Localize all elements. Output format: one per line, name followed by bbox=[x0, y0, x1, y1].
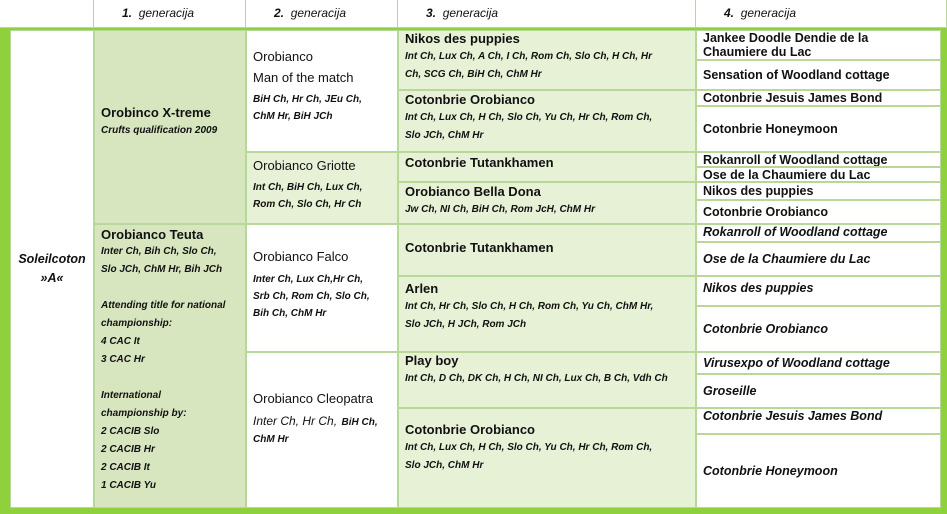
gen4-cell-10: Ose de la Chaumiere du Lac bbox=[696, 242, 941, 276]
gen3-cell-7: Play boy Int Ch, D Ch, DK Ch, H Ch, NI Ch, Lux Ch, B Ch, Vdh Ch bbox=[398, 352, 696, 408]
gen4-cell-4: Cotonbrie Honeymoon bbox=[696, 106, 941, 152]
gen1-sire-note: Crufts qualification 2009 bbox=[101, 125, 218, 136]
header-generation-1: 1. generacija bbox=[94, 0, 246, 28]
gen4-cell-1: Jankee Doodle Dendie de la Chaumiere du Lac bbox=[696, 30, 941, 60]
gen4-cell-16: Cotonbrie Honeymoon bbox=[696, 434, 941, 508]
root-dog-name: Soleilcoton »A« bbox=[18, 252, 86, 285]
gen4-cell-14: Groseille bbox=[696, 374, 941, 408]
gen2-cell-1: Orobianco Man of the match BiH Ch, Hr Ch, JEu Ch, ChM Hr, BiH JCh bbox=[246, 30, 398, 152]
gen4-cell-8: Cotonbrie Orobianco bbox=[696, 200, 941, 224]
gen4-cell-13: Virusexpo of Woodland cottage bbox=[696, 352, 941, 374]
header-generation-2: 2. generacija bbox=[246, 0, 398, 28]
gen1-sire-cell bbox=[94, 30, 246, 224]
gen1-sire-name: Orobinco X-treme bbox=[101, 105, 211, 120]
gen4-cell-2: Sensation of Woodland cottage bbox=[696, 60, 941, 90]
gen1-dam-name: Orobianco Teuta bbox=[101, 227, 204, 242]
gen3-cell-8: Cotonbrie Orobianco Int Ch, Lux Ch, H Ch, Slo Ch, Yu Ch, Hr Ch, Rom Ch, Slo JCh, ChM Hr bbox=[398, 408, 696, 508]
gen2-cell-3: Orobianco Falco Inter Ch, Lux Ch,Hr Ch, Srb Ch, Rom Ch, Slo Ch, Bih Ch, ChM Hr bbox=[246, 224, 398, 352]
gen4-cell-5: Rokanroll of Woodland cottage bbox=[696, 152, 941, 167]
gen3-cell-1: Nikos des puppies Int Ch, Lux Ch, A Ch, I Ch, Rom Ch, Slo Ch, H Ch, Hr Ch, SCG Ch, BiH Ch, ChM Hr bbox=[398, 30, 696, 90]
gen3-cell-3: Cotonbrie Tutankhamen bbox=[398, 152, 696, 182]
root-dog-cell bbox=[10, 30, 94, 508]
gen4-cell-15: Cotonbrie Jesuis James Bond bbox=[696, 408, 941, 434]
gen4-cell-12: Cotonbrie Orobianco bbox=[696, 306, 941, 352]
gen4-cell-7: Nikos des puppies bbox=[696, 182, 941, 200]
gen2-cell-4: Orobianco Cleopatra Inter Ch, Hr Ch, BiH Ch, ChM Hr bbox=[246, 352, 398, 508]
gen2-cell-2: Orobianco Griotte Int Ch, BiH Ch, Lux Ch, Rom Ch, Slo Ch, Hr Ch bbox=[246, 152, 398, 224]
gen1-dam-cell: Orobianco Teuta Inter Ch, Bih Ch, Slo Ch, Slo JCh, ChM Hr, Bih JCh Attending title for national championship: 4 CAC It 3 CAC Hr International championship by: 2 CACIB Slo 2 CACIB Hr 2 CACIB It 1 CACIB Yu bbox=[94, 224, 246, 508]
gen3-cell-5: Cotonbrie Tutankhamen bbox=[398, 224, 696, 276]
header-generation-4: 4. generacija bbox=[696, 0, 947, 28]
header-generation-3: 3. generacija bbox=[398, 0, 696, 28]
gen4-cell-3: Cotonbrie Jesuis James Bond bbox=[696, 90, 941, 106]
gen3-cell-2: Cotonbrie Orobianco Int Ch, Lux Ch, H Ch, Slo Ch, Yu Ch, Hr Ch, Rom Ch, Slo JCh, ChM Hr bbox=[398, 90, 696, 152]
gen3-cell-6: Arlen Int Ch, Hr Ch, Slo Ch, H Ch, Rom Ch, Yu Ch, ChM Hr, Slo JCh, H JCh, Rom JCh bbox=[398, 276, 696, 352]
gen3-cell-4: Orobianco Bella Dona Jw Ch, NI Ch, BiH Ch, Rom JcH, ChM Hr bbox=[398, 182, 696, 224]
gen4-cell-9: Rokanroll of Woodland cottage bbox=[696, 224, 941, 242]
gen4-cell-11: Nikos des puppies bbox=[696, 276, 941, 306]
header-blank bbox=[0, 0, 94, 28]
gen4-cell-6: Ose de la Chaumiere du Lac bbox=[696, 167, 941, 182]
